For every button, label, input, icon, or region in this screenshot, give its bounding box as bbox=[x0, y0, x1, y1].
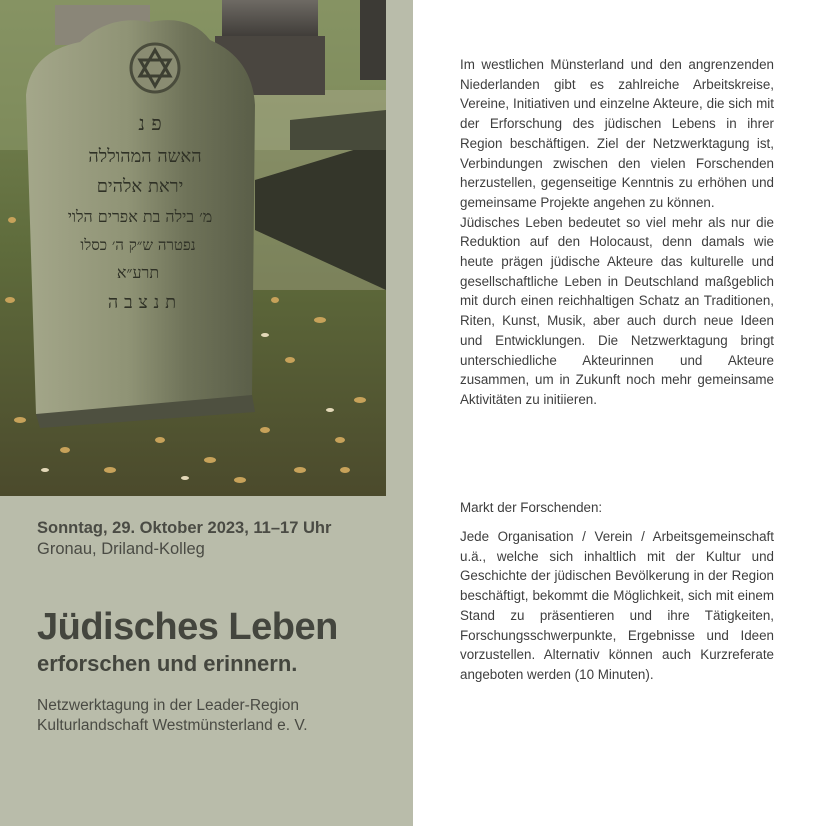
event-venue: Gronau, Driland-Kolleg bbox=[37, 540, 205, 558]
event-date-time: Sonntag, 29. Oktober 2023, 11–17 Uhr bbox=[37, 519, 332, 537]
svg-text:יראת אלהים: יראת אלהים bbox=[96, 176, 184, 197]
svg-text:ת נ צ ב ה: ת נ צ ב ה bbox=[107, 292, 177, 313]
svg-text:נפטרה ש״ק ה׳ כסלו: נפטרה ש״ק ה׳ כסלו bbox=[80, 236, 196, 254]
intro-text bbox=[460, 55, 774, 410]
svg-text:מ׳ בילה בת אפרים הלוי: מ׳ בילה בת אפרים הלוי bbox=[67, 207, 213, 226]
intro-paragraph: Jüdisches Leben bedeutet so viel mehr als nur die Reduktion auf den Holocaust, denn damals wie heute prägen jüdische Akteure das kulturelle und gesellschaftliche Leben in Deutschland maßgeblich mit durch einen reichhaltigen Schatz an Traditionen, Riten, Kunst, Musik, aber auch durch neue Ideen und Entwicklungen. Die Netzwerktagung bringt unterschiedliche Akteurinnen und Akteure zusammen, um in Zukunft noch mehr gemeinsame Aktivitäten zu initiieren. bbox=[460, 214, 774, 407]
intro-paragraph: Im westlichen Münsterland und den angrenzenden Niederlanden gibt es zahlreiche Arbeitskreise, Vereine, Initiativen und einzelne Akteure, die sich mit der Erforschung des jüdischen Lebens in ihrer Region beschäftigen. Ziel der Netzwerktagung ist, Verbindungen zwischen den vielen Forschenden herzustellen, gegenseitige Kenntnis zu erhöhen und gemeinsame Projekte angehen zu können. bbox=[460, 57, 774, 210]
svg-text:תרע״א: תרע״א bbox=[116, 263, 160, 282]
main-title: Jüdisches Leben bbox=[37, 606, 338, 648]
svg-text:פ נ: פ נ bbox=[138, 111, 162, 135]
event-description bbox=[37, 696, 397, 736]
market-heading: Markt der Forschenden: bbox=[460, 500, 603, 515]
market-text: Jede Organisation / Verein / Arbeitsgemeinschaft u.ä., welche sich inhaltlich mit der Kultur und Geschichte der jüdischen Bevölkerung in der Region beschäftigt, bekommt die Möglichkeit, sich mit einem Stand zu präsentieren und ihre Tätigkeiten, Forschungsschwerpunkte, Ergebnisse und Ideen vorzustellen. Alternativ können auch Kurzreferate angeboten werden (10 Minuten). bbox=[460, 529, 774, 682]
subtitle: erforschen und erinnern. bbox=[37, 651, 298, 676]
description-line: Netzwerktagung in der Leader-Region bbox=[37, 697, 299, 714]
description-line: Kulturlandschaft Westmünsterland e. V. bbox=[37, 717, 308, 734]
gravestone-photo bbox=[0, 0, 386, 496]
svg-text:האשה המהוללה: האשה המהוללה bbox=[88, 146, 202, 167]
